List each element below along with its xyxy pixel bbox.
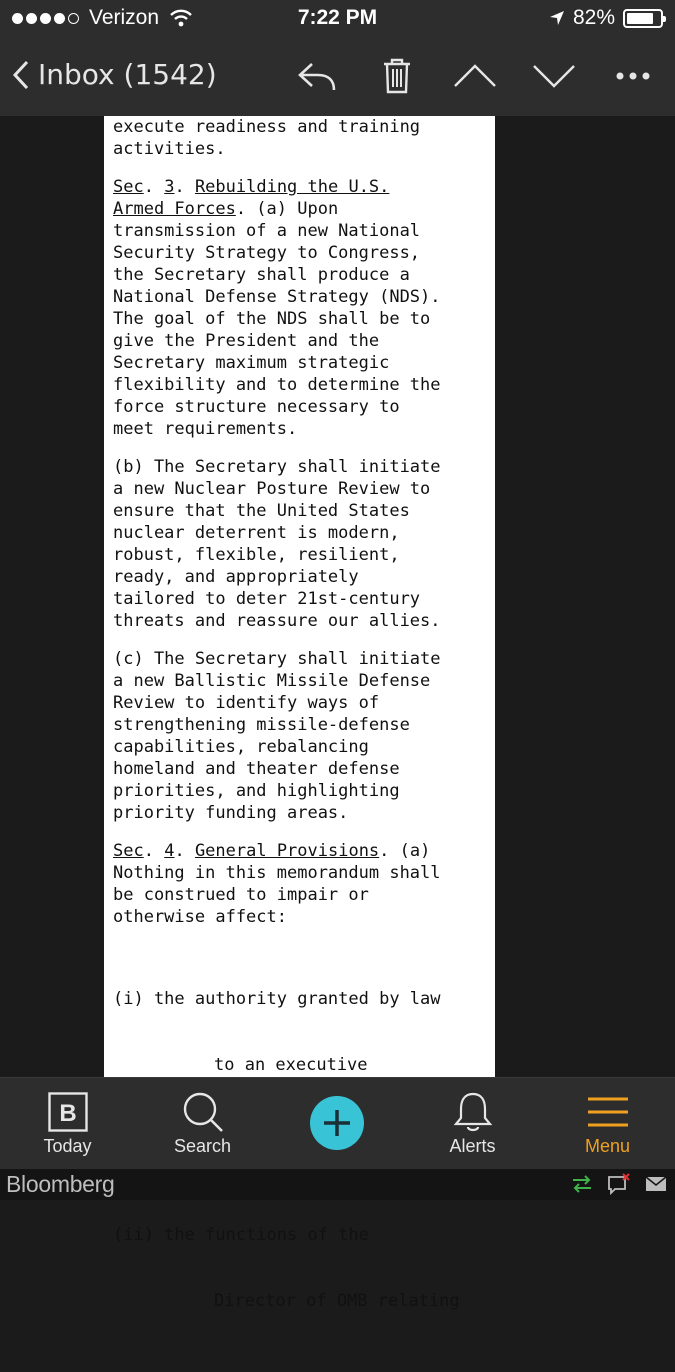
add-button[interactable] [310, 1096, 364, 1150]
paragraph-c: (c) The Secretary shall initiate a new Ballistic Missile Defense Review to identify ways of strengthening missile-defense capabilities, rebalancing homeland and theater defense priorities, and highlighting priority funding areas. [113, 649, 441, 823]
more-options-button[interactable] [608, 54, 658, 98]
item-i-rest: to an executive [214, 1055, 368, 1075]
tab-menu-label: Menu [584, 1136, 631, 1156]
chevron-down-icon [532, 63, 576, 89]
item-ii-first: (ii) the functions of the [113, 1225, 369, 1245]
bell-icon [405, 1090, 540, 1134]
chevron-left-icon [12, 59, 30, 91]
section-3: Sec. 3. Rebuilding the U.S. Armed Forces. (a) Upon transmission of a new National Security Strategy to Congress, the Secretary shall produce a National Defense Strategy (NDS). The goal of the NDS shall be to give the President and the Secretary maximum strategic flexibility and to determine the force structure necessary to meet requirements. [113, 177, 441, 439]
svg-text:B: B [58, 1100, 77, 1127]
tab-today-label: Today [43, 1136, 92, 1156]
mail-icon[interactable] [645, 1175, 667, 1193]
sec4-prefix: Sec [113, 841, 144, 861]
tab-search-label: Search [173, 1136, 232, 1156]
top-line-1: execute readiness and training [113, 117, 421, 137]
item-ii-partial: Director of OMB relating [214, 1291, 460, 1311]
status-bar [0, 0, 675, 36]
paragraph-top [113, 116, 491, 160]
tab-today[interactable] [0, 1078, 135, 1170]
sec3-prefix: Sec [113, 177, 144, 197]
trash-icon [382, 58, 412, 94]
status-time: 7:22 PM [297, 6, 378, 29]
paragraph-b: (b) The Secretary shall initiate a new Nuclear Posture Review to ensure that the United States nuclear deterrent is modern, robust, flexible, resilient, ready, and appropriately tailored to deter 21st-century threats and reassure our allies. [113, 457, 441, 631]
more-dots-icon [615, 71, 651, 81]
battery-percent: 82% [572, 6, 615, 29]
sec4-title: General Provisions [194, 841, 380, 861]
bloomberg-b-icon [0, 1090, 135, 1134]
footer-status-icons [571, 1173, 667, 1195]
sec3-text-1: . (a) Upon [235, 199, 339, 219]
bloomberg-footer [0, 1169, 675, 1200]
brand-logo: Bloomberg [6, 1171, 115, 1197]
item-i-first: (i) the authority granted by law [113, 989, 441, 1009]
previous-message-button[interactable] [450, 54, 500, 98]
plus-icon [322, 1108, 352, 1138]
carrier-name: Verizon [89, 6, 160, 29]
section-4: Sec. 4. General Provisions. (a) Nothing in this memorandum shall be construed to impair or otherwise affect: [113, 841, 441, 927]
reply-button[interactable] [292, 54, 342, 98]
sec3-body: transmission of a new National Security Strategy to Congress, the Secretary shall produce a National Defense Strategy (NDS). The goal of the NDS shall be to give the President and the Secretary maximum strategic flexibility and to determine the force structure necessary to meet requirements. [113, 221, 441, 439]
sec3-title-2: Armed Forces [113, 199, 236, 219]
back-to-inbox-button[interactable] [12, 58, 217, 91]
tab-alerts[interactable] [405, 1078, 540, 1170]
next-message-button[interactable] [529, 54, 579, 98]
top-line-2: activities. [113, 139, 226, 159]
tab-search[interactable] [135, 1078, 270, 1170]
mail-toolbar [0, 36, 675, 116]
sec4-text-1: . (a) [379, 841, 431, 861]
sec3-number: 3 [164, 177, 175, 197]
sec4-number: 4 [164, 841, 175, 861]
item-ii [113, 1180, 491, 1356]
chevron-up-icon [453, 63, 497, 89]
search-icon [135, 1090, 270, 1134]
bottom-tab-bar [0, 1077, 675, 1170]
tab-alerts-label: Alerts [449, 1136, 496, 1156]
location-arrow-icon [549, 10, 565, 26]
status-right [549, 6, 663, 30]
battery-icon [623, 9, 663, 28]
message-error-icon[interactable] [607, 1173, 631, 1195]
reply-icon [296, 60, 338, 92]
tab-menu[interactable] [540, 1078, 675, 1170]
sec4-body: Nothing in this memorandum shall be construed to impair or otherwise affect: [113, 863, 441, 927]
delete-button[interactable] [372, 54, 422, 98]
inbox-label: Inbox (1542) [38, 58, 217, 91]
sec3-title-1: Rebuilding the U.S. [194, 177, 390, 197]
sync-arrows-icon[interactable] [571, 1174, 593, 1194]
menu-icon [540, 1090, 675, 1134]
